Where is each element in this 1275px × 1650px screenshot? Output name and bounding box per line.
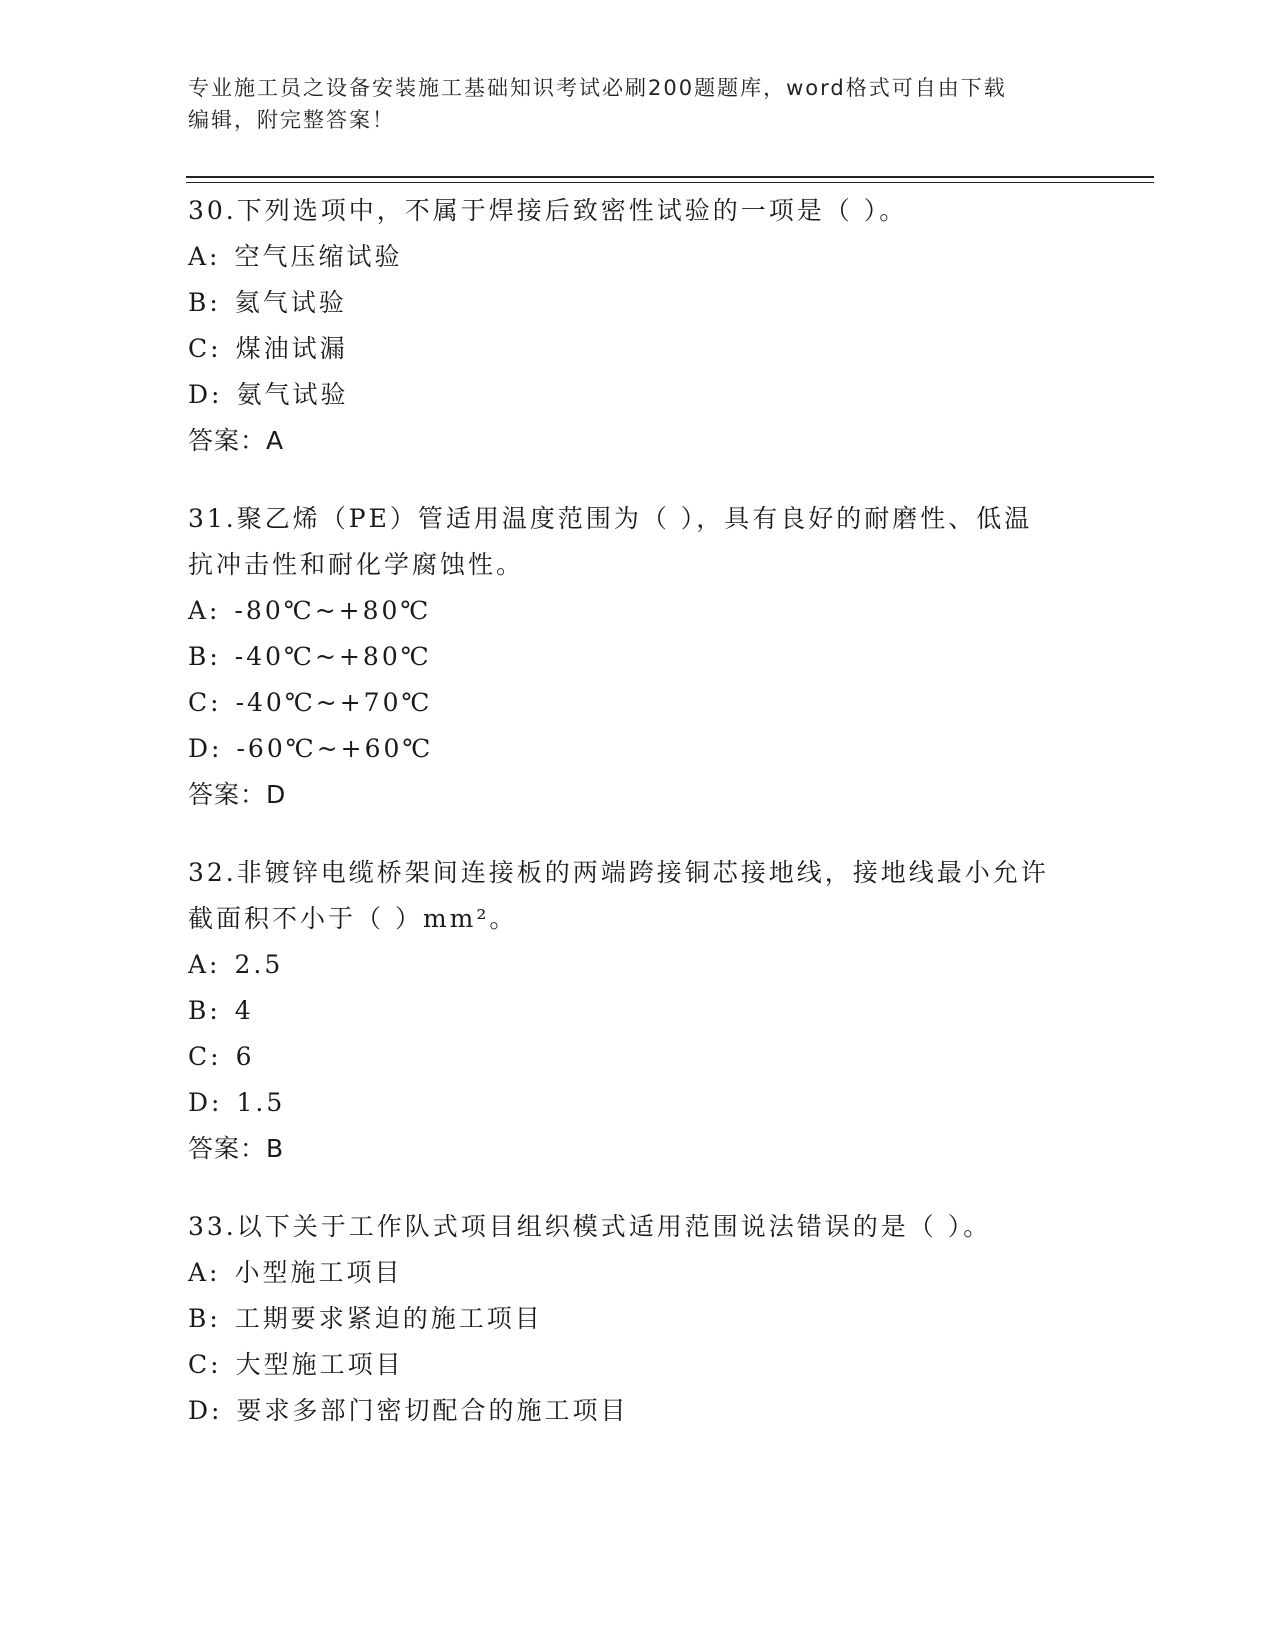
header-rule-thick (186, 176, 1154, 178)
option-text: 煤油试漏 (235, 334, 348, 363)
option-text: 工期要求紧迫的施工项目 (234, 1304, 543, 1333)
option-key: C: (188, 688, 222, 717)
question-list (188, 188, 1088, 1466)
option-key: D: (188, 1088, 223, 1117)
option-d (188, 1080, 1088, 1126)
option-key: D: (188, 380, 223, 409)
option-text: -80℃~+80℃ (234, 596, 432, 625)
option-text: -60℃~+60℃ (236, 734, 434, 763)
option-a (188, 942, 1088, 988)
option-text: -40℃~+80℃ (234, 642, 432, 671)
option-key: A: (188, 950, 221, 979)
option-text: 要求多部门密切配合的施工项目 (236, 1396, 629, 1425)
option-key: A: (188, 242, 221, 271)
option-b (188, 988, 1088, 1034)
option-b (188, 634, 1088, 680)
option-c (188, 326, 1088, 372)
option-key: C: (188, 1042, 222, 1071)
option-text: 氦气试验 (234, 288, 347, 317)
question-32 (188, 850, 1088, 1172)
option-b (188, 280, 1088, 326)
option-text: 4 (234, 996, 254, 1025)
option-key: C: (188, 334, 222, 363)
option-c (188, 1342, 1088, 1388)
question-30 (188, 188, 1088, 464)
option-text: 1.5 (236, 1088, 286, 1117)
header-line-2: 编辑，附完整答案！ (188, 108, 395, 132)
answer-line: 答案：D (188, 780, 287, 809)
option-text: 空气压缩试验 (234, 242, 403, 271)
question-stem: 33.以下关于工作队式项目组织模式适用范围说法错误的是（ ）。 (188, 1212, 992, 1241)
option-key: B: (188, 288, 221, 317)
option-b (188, 1296, 1088, 1342)
option-a (188, 234, 1088, 280)
question-stem-line-2: 截面积不小于（ ）mm²。 (188, 904, 518, 933)
document-header (188, 72, 1088, 136)
option-text: 6 (235, 1042, 255, 1071)
option-key: C: (188, 1350, 222, 1379)
option-key: A: (188, 1258, 221, 1287)
question-stem-line-1: 31.聚乙烯（PE）管适用温度范围为（ ），具有良好的耐磨性、低温 (188, 504, 1033, 533)
option-a (188, 1250, 1088, 1296)
question-stem-line-2: 抗冲击性和耐化学腐蚀性。 (188, 550, 525, 579)
option-text: -40℃~+70℃ (235, 688, 433, 717)
option-d (188, 1388, 1088, 1434)
answer-line: 答案：B (188, 1134, 285, 1163)
header-line-1: 专业施工员之设备安装施工基础知识考试必刷200题题库，word格式可自由下载 (188, 76, 1007, 100)
option-c (188, 1034, 1088, 1080)
option-key: B: (188, 996, 221, 1025)
option-text: 氨气试验 (236, 380, 349, 409)
header-rule-thin (186, 182, 1154, 183)
option-a (188, 588, 1088, 634)
question-33 (188, 1204, 1088, 1434)
question-stem: 30.下列选项中，不属于焊接后致密性试验的一项是（ ）。 (188, 196, 908, 225)
option-key: B: (188, 1304, 221, 1333)
option-key: B: (188, 642, 221, 671)
option-key: D: (188, 734, 223, 763)
option-text: 小型施工项目 (234, 1258, 403, 1287)
option-c (188, 680, 1088, 726)
question-31 (188, 496, 1088, 818)
option-text: 大型施工项目 (235, 1350, 404, 1379)
option-key: D: (188, 1396, 223, 1425)
question-stem-line-1: 32.非镀锌电缆桥架间连接板的两端跨接铜芯接地线，接地线最小允许 (188, 858, 1049, 887)
option-key: A: (188, 596, 221, 625)
option-d (188, 372, 1088, 418)
option-d (188, 726, 1088, 772)
option-text: 2.5 (234, 950, 284, 979)
answer-line: 答案：A (188, 426, 285, 455)
